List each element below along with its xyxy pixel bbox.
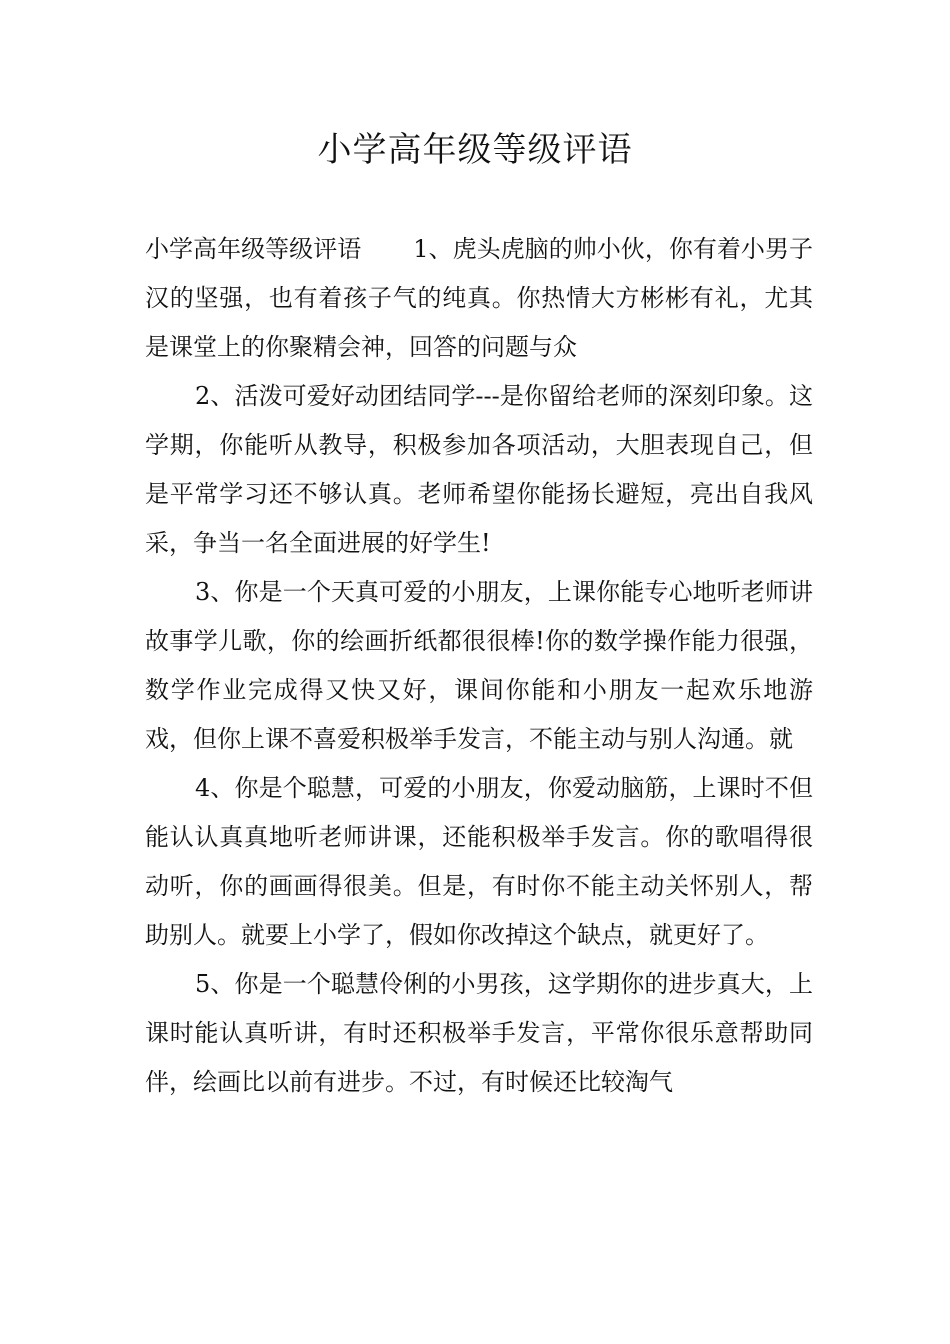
document-body: [145, 225, 813, 1107]
paragraph-4: 4、你是个聪慧，可爱的小朋友，你爱动脑筋，上课时不但能认认真真地听老师讲课，还能积极举手发言。你的歌唱得很动听，你的画画得很美。但是，有时你不能主动关怀别人，帮助别人。就要上小学了，假如你改掉这个缺点，就更好了。: [145, 774, 813, 949]
intro-heading: 小学高年级等级评语: [145, 235, 362, 263]
paragraph-5: 5、你是一个聪慧伶俐的小男孩，这学期你的进步真大，上课时能认真听讲，有时还积极举手发言，平常你很乐意帮助同伴，绘画比以前有进步。不过，有时候还比较淘气: [145, 970, 813, 1096]
document-title: 小学高年级等级评语: [317, 130, 633, 170]
paragraph-1: [145, 225, 813, 372]
paragraph-1-text: 1、虎头虎脑的帅小伙，你有着小男子汉的坚强，也有着孩子气的纯真。你热情大方彬彬有礼，尤其是课堂上的你聚精会神，回答的问题与众: [145, 235, 813, 361]
paragraph-3: 3、你是一个天真可爱的小朋友，上课你能专心地听老师讲故事学儿歌，你的绘画折纸都很很棒!你的数学操作能力很强，数学作业完成得又快又好，课间你能和小朋友一起欢乐地游戏，但你上课不喜爱积极举手发言，不能主动与别人沟通。就: [145, 578, 813, 753]
paragraph-2: 2、活泼可爱好动团结同学---是你留给老师的深刻印象。这学期，你能听从教导，积极参加各项活动，大胆表现自己，但是平常学习还不够认真。老师希望你能扬长避短，亮出自我风采，争当一名全面进展的好学生!: [145, 382, 813, 557]
